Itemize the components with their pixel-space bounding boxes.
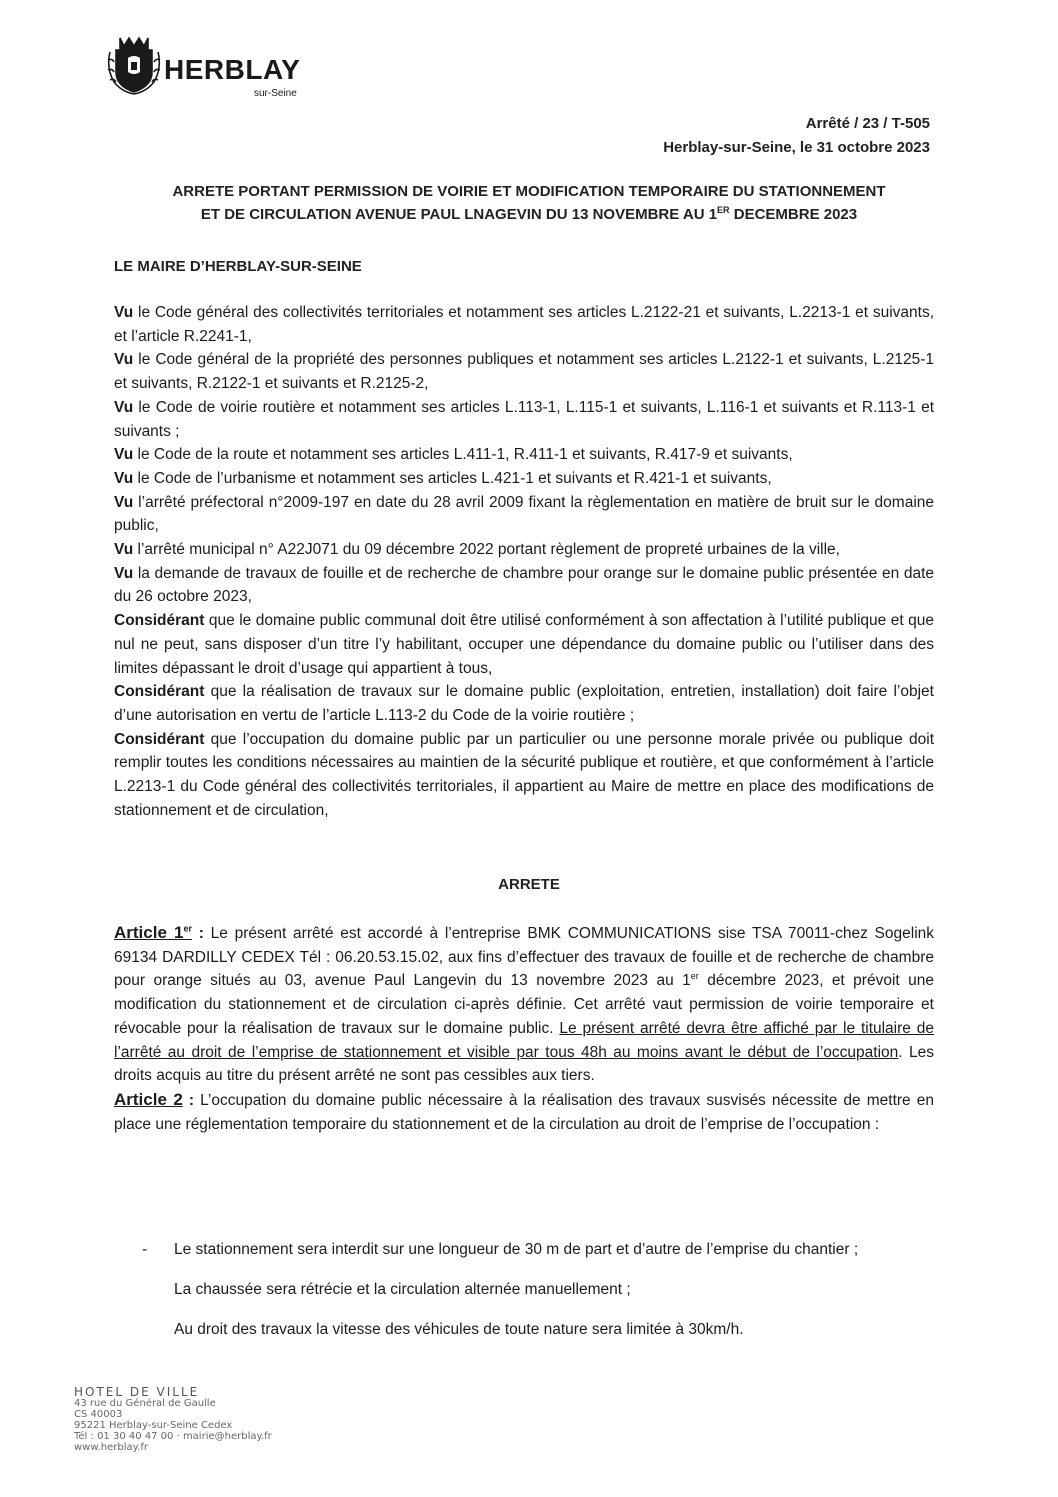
- considerant-lead: Considérant: [114, 612, 205, 630]
- article-1-text-a: Le présent arrêté est accordé à l’entreprise BMK COMMUNICATIONS sise TSA 70011-chez Sogelink 69134 DARDILLY CEDEX Tél : 06.20.53.15.02, aux fins d’effectuer des travaux de fouille et de recherche de chambre pour orange situés au 03, avenue Paul Langevin du 13 novembre 2023 au 1: [114, 925, 935, 990]
- logo-name: HERBLAY: [164, 54, 301, 85]
- considerant-item: [114, 396, 934, 443]
- logo-subtitle: sur-Seine: [254, 88, 297, 99]
- title-line-1: ARRETE PORTANT PERMISSION DE VOIRIE ET MODIFICATION TEMPORAIRE DU STATIONNEMENT: [172, 183, 886, 200]
- measure-text: Au droit des travaux la vitesse des véhicules de toute nature sera limitée à 30km/h.: [174, 1321, 744, 1338]
- footer-title: HOTEL DE VILLE: [74, 1385, 200, 1399]
- considerant-text: que le domaine public communal doit être utilisé conformément à son affectation à l’utilité publique et que nul ne peut, sans disposer d’un titre l’y habilitant, occuper une dépendance du domaine public ou l’utiliser dans des limites dépassant le droit d’usage qui appartient à tous,: [114, 612, 934, 677]
- considerant-text: que l’occupation du domaine public par un particulier ou une personne morale privée ou publique doit remplir toutes les conditions nécessaires au maintien de la sécurité publique et routière, et que conformément à l’article L.2213-1 du Code général des collectivités territoriales, il appartient au Maire de mettre en place des modifications de stationnement et de circulation,: [114, 730, 934, 819]
- considerant-item: [114, 467, 934, 491]
- considerant-text: que la réalisation de travaux sur le domaine public (exploitation, entretien, installation) doit faire l’objet d’une autorisation en vertu de l’article L.113-2 du Code de la voirie routière ;: [114, 683, 934, 724]
- footer-line: 95221 Herblay-sur-Seine Cedex: [74, 1420, 233, 1431]
- considerant-lead: Vu: [114, 446, 134, 464]
- article-2-text: L’occupation du domaine public nécessaire à la réalisation des travaux susvisés nécessite de mettre en place une réglementation temporaire du stationnement et de la circulation au droit de l’emprise de l’occupation :: [114, 1091, 934, 1133]
- list-dash: -: [142, 1241, 148, 1258]
- considerant-text: la demande de travaux de fouille et de recherche de chambre pour orange sur le domaine public présentée en date du 26 octobre 2023,: [114, 564, 934, 606]
- considerant-item: [114, 443, 934, 467]
- considerant-lead: Vu: [114, 541, 134, 559]
- considerant-lead: Vu: [114, 493, 134, 511]
- article-1-label-sup: er: [183, 923, 193, 934]
- measure-text: La chaussée sera rétrécie et la circulation alternée manuellement ;: [174, 1281, 631, 1298]
- reference-number: Arrêté / 23 / T-505: [805, 115, 930, 132]
- mayor-heading: LE MAIRE D’HERBLAY-SUR-SEINE: [114, 258, 362, 275]
- considerant-text: le Code de voirie routière et notamment ses articles L.113-1, L.115-1 et suivants, L.116-1 et suivants et R.113-1 et suivants ;: [114, 398, 934, 440]
- footer-line: 43 rue du Général de Gaulle: [74, 1398, 216, 1409]
- considerant-lead: Vu: [114, 351, 134, 369]
- considerant-item: [114, 562, 934, 609]
- measure-item: [142, 1270, 934, 1310]
- article-1-display-notice: Le présent arrêté devra être affiché par le titulaire de l’arrêté au droit de l’emprise de stationnement et visible par tous 48h au moins avant le début de l’occupation: [114, 1019, 934, 1061]
- city-crest-icon: [104, 32, 164, 96]
- considerant-lead: Vu: [114, 564, 134, 582]
- footer-line: CS 40003: [74, 1409, 123, 1420]
- arrete-heading: ARRETE: [498, 876, 560, 893]
- place-date: Herblay-sur-Seine, le 31 octobre 2023: [663, 139, 930, 156]
- considerant-item: [114, 728, 934, 823]
- considerant-item: [114, 609, 934, 680]
- articles: [114, 921, 934, 1136]
- article-2-label: Article 2: [114, 1089, 183, 1109]
- measure-item: [142, 1230, 934, 1270]
- article-2: [114, 1088, 934, 1136]
- traffic-measures: [142, 1230, 934, 1350]
- document-title: [100, 180, 958, 226]
- considerants: [114, 301, 934, 822]
- considerant-lead: Considérant: [114, 730, 205, 748]
- considerant-text: le Code général des collectivités territoriales et notamment ses articles L.2122-21 et suivants, L.2213-1 et suivants, et l’article R.2241-1,: [114, 304, 934, 345]
- article-1-colon: :: [192, 925, 204, 942]
- considerant-text: le Code de la route et notamment ses articles L.411-1, R.411-1 et suivants, R.417-9 et suivants,: [133, 446, 793, 464]
- title-line-2-text: ET DE CIRCULATION AVENUE PAUL LNAGEVIN DU 13 NOVEMBRE AU 1: [200, 206, 718, 223]
- considerant-lead: Vu: [114, 469, 134, 487]
- title-line-2: [100, 203, 958, 226]
- considerant-item: [114, 538, 934, 562]
- article-1-label-text: Article 1: [114, 923, 184, 942]
- considerant-lead: Vu: [114, 304, 134, 321]
- considerant-lead: Vu: [114, 398, 134, 416]
- measure-text: Le stationnement sera interdit sur une longueur de 30 m de part et d’autre de l’emprise du chantier ;: [174, 1241, 859, 1258]
- footer-line: www.herblay.fr: [74, 1442, 148, 1453]
- article-1: [114, 921, 934, 1088]
- article-1-text-b: décembre 2023, et prévoit une modification du stationnement et de circulation ci-après définie. Cet arrêté vaut permission de voirie temporaire et révocable pour la réalisation de travaux sur le domaine public.: [114, 972, 934, 1037]
- considerant-item: [114, 491, 934, 538]
- considerant-text: le Code de l’urbanisme et notamment ses articles L.421-1 et suivants et R.421-1 et suivants,: [133, 469, 772, 487]
- considerant-item: [114, 680, 934, 727]
- considerant-item: [114, 348, 934, 395]
- measure-item: [142, 1310, 934, 1350]
- considerant-lead: Considérant: [114, 683, 205, 701]
- article-1-sup: er: [690, 971, 699, 982]
- considerant-text: l’arrêté préfectoral n°2009-197 en date du 28 avril 2009 fixant la règlementation en matière de bruit sur le domaine public,: [114, 493, 934, 535]
- title-superscript: ER: [717, 205, 730, 215]
- considerant-text: le Code général de la propriété des personnes publiques et notamment ses articles L.2122-1 et suivants, L.2125-1 et suivants, R.2122-1 et suivants et R.2125-2,: [114, 351, 934, 393]
- article-2-colon: :: [182, 1091, 195, 1109]
- herblay-logo: [104, 32, 324, 104]
- reference-block: [663, 112, 930, 160]
- footer-line: Tél : 01 30 40 47 00 · mairie@herblay.fr: [74, 1431, 272, 1442]
- considerant-text: l’arrêté municipal n° A22J071 du 09 décembre 2022 portant règlement de propreté urbaines de la ville,: [133, 541, 840, 559]
- article-1-label: [114, 923, 192, 942]
- article-1-text-c: . Les droits acquis au titre du présent arrêté ne sont pas cessibles aux tiers.: [114, 1043, 935, 1085]
- considerant-item: [114, 301, 934, 348]
- title-line-2-end: DECEMBRE 2023: [729, 206, 858, 223]
- footer-address: [74, 1387, 272, 1453]
